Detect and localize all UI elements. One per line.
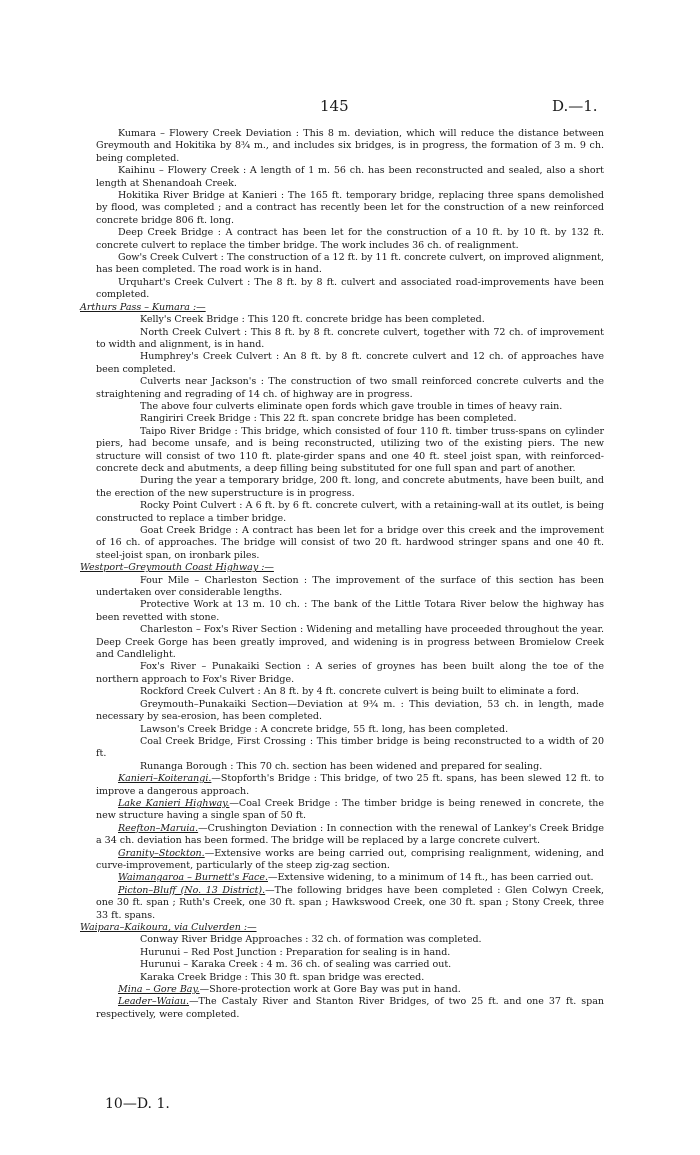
paragraph	[96, 934, 604, 946]
inline-heading: Leader–Waiau.	[118, 996, 190, 1008]
paragraph	[96, 761, 604, 773]
paragraph	[96, 277, 604, 302]
page-footer: 10—D. 1.	[105, 1096, 170, 1112]
paragraph	[96, 959, 604, 971]
paragraph	[96, 736, 604, 761]
paragraph	[96, 314, 604, 326]
paragraph-text: —The following bridges have been completed : Glen Colwyn Creek, one 30 ft. span ; Ruth's Creek, one 30 ft. span ; Hawkswood Creek, one 30 ft. span ; Stony Creek, three 33 ft. spans.	[96, 884, 604, 921]
paragraph	[96, 575, 604, 600]
paragraph-text: —Coal Creek Bridge : The timber bridge is being renewed in concrete, the new structure having a single span of 50 ft.	[96, 797, 605, 822]
paragraph	[96, 351, 604, 376]
paragraph	[96, 401, 604, 413]
paragraph-text: Waipara–Kaikoura, via Culverden :—	[80, 922, 257, 933]
paragraph	[96, 252, 604, 277]
paragraph	[96, 525, 604, 562]
paragraph	[96, 686, 604, 698]
inline-heading: Picton–Bluff (No. 13 District).	[118, 884, 266, 896]
section-heading	[80, 562, 604, 574]
paragraph-text: Kaihinu – Flowery Creek : A length of 1 m. 56 ch. has been reconstructed and sealed, also a short length at Shenandoah Creek.	[96, 165, 604, 189]
inline-heading: Waimangaroa – Burnett's Face.	[118, 872, 268, 884]
paragraph-text: Conway River Bridge Approaches : 32 ch. of formation was completed.	[140, 934, 482, 946]
paragraph-text: —Extensive works are being carried out, comprising realignment, widening, and curve-improvement, particularly of the steep zig-zag section.	[96, 847, 604, 871]
inline-heading: Reefton–Maruia.	[118, 822, 199, 834]
page-header	[0, 97, 700, 117]
paragraph	[96, 885, 604, 922]
paragraph	[96, 996, 604, 1021]
inline-heading: Mina – Gore Bay.	[118, 984, 200, 996]
paragraph	[96, 413, 604, 425]
paragraph-text: North Creek Culvert : This 8 ft. by 8 ft. concrete culvert, together with 72 ch. of improvement to width and alignment, is in hand.	[96, 326, 604, 350]
paragraph-text: —The Castaly River and Stanton River Bridges, of two 25 ft. and one 37 ft. span respectively, were completed.	[96, 996, 604, 1020]
page-number: 145	[320, 97, 349, 115]
paragraph	[96, 872, 604, 884]
paragraph-text: Four Mile – Charleston Section : The improvement of the surface of this section has been undertaken over considerable lengths.	[96, 574, 604, 599]
paragraph	[96, 475, 604, 500]
paragraph-text: During the year a temporary bridge, 200 ft. long, and concrete abutments, have been built, and the erection of the new superstructure is in progress.	[96, 475, 604, 499]
paragraph-text: Kumara – Flowery Creek Deviation : This 8 m. deviation, which will reduce the distance between Greymouth and Hokitika by 8¾ m., and includes six bridges, is in progress, the formation of 3 m. 9 ch. being completed.	[96, 128, 604, 164]
paragraph-text: Hokitika River Bridge at Kanieri : The 165 ft. temporary bridge, replacing three spans demolished by flood, was completed ; and a contract has recently been let for the construction of a new reinforced concrete bridge 806 ft. long.	[96, 190, 604, 226]
paragraph-text: —Stopforth's Bridge : This bridge, of two 25 ft. spans, has been slewed 12 ft. to improve a dangerous approach.	[96, 773, 604, 797]
paragraph	[96, 599, 604, 624]
paragraph-text: Westport–Greymouth Coast Highway :—	[80, 562, 274, 574]
paragraph	[96, 972, 604, 984]
paragraph-text: Lawson's Creek Bridge : A concrete bridge, 55 ft. long, has been completed.	[140, 723, 509, 735]
paragraph-text: Coal Creek Bridge, First Crossing : This timber bridge is being reconstructed to a width of 20 ft.	[96, 735, 604, 760]
paragraph-text: Taipo River Bridge : This bridge, which consisted of four 110 ft. timber truss-spans on cylinder piers, had become unsafe, and is being reconstructed, utilizing two of the existing piers. The new structure will consist of two 110 ft. plate-girder spans and one 40 ft. steel joist span, with reinforced-concrete deck and abutments, a deep filling being substituted for one full span and part of another.	[96, 425, 604, 474]
paragraph	[96, 426, 604, 476]
paragraph	[96, 128, 604, 165]
paragraph	[96, 848, 604, 873]
paragraph-text: Humphrey's Creek Culvert : An 8 ft. by 8 ft. concrete culvert and 12 ch. of approaches have been completed.	[96, 351, 604, 375]
paragraph-text: Hurunui – Karaka Creek : 4 m. 36 ch. of sealing was carried out.	[140, 959, 452, 971]
paragraph	[96, 724, 604, 736]
paragraph-text: Culverts near Jackson's : The construction of two small reinforced concrete culverts and the straightening and regrading of 14 ch. of highway are in progress.	[96, 376, 604, 400]
paragraph	[96, 984, 604, 996]
paragraph	[96, 227, 604, 252]
paragraph	[96, 327, 604, 352]
paragraph-text: Kelly's Creek Bridge : This 120 ft. concrete bridge has been completed.	[140, 314, 485, 326]
section-heading	[80, 922, 604, 934]
paragraph-text: —Crushington Deviation : In connection with the renewal of Lankey's Creek Bridge a 34 ch. deviation has been formed. The bridge will be replaced by a large concrete culvert.	[96, 822, 604, 847]
paragraph	[96, 376, 604, 401]
paragraph-text: Charleston – Fox's River Section : Widening and metalling have proceeded throughout the year. Deep Creek Gorge has been greatly improved, and widening is in progress between Bromielow Creek and Candlelight.	[96, 624, 604, 661]
paragraph-text: Deep Creek Bridge : A contract has been let for the construction of a 10 ft. by 10 ft. by 132 ft. concrete culvert to replace the timber bridge. The work includes 36 ch. of realignment.	[96, 227, 604, 251]
paragraph-text: Gow's Creek Culvert : The construction of a 12 ft. by 11 ft. concrete culvert, on improved alignment, has been completed. The road work is in hand.	[96, 252, 604, 276]
paragraph-text: The above four culverts eliminate open fords which gave trouble in times of heavy rain.	[140, 400, 563, 412]
paragraph-text: Hurunui – Red Post Junction : Preparation for sealing is in hand.	[140, 946, 451, 958]
paragraph-text: Fox's River – Punakaiki Section : A series of groynes has been built along the toe of the northern approach to Fox's River Bridge.	[96, 661, 604, 685]
inline-heading: Kanieri–Koiterangi.	[118, 773, 212, 785]
inline-heading: Granity–Stockton.	[118, 847, 205, 859]
paragraph-text: —Shore-protection work at Gore Bay was put in hand.	[199, 984, 461, 996]
paragraph-text: Rangiriri Creek Bridge : This 22 ft. span concrete bridge has been completed.	[140, 413, 517, 425]
paragraph	[96, 661, 604, 686]
paragraph-text: Rockford Creek Culvert : An 8 ft. by 4 ft. concrete culvert is being built to eliminate a ford.	[140, 686, 580, 698]
paragraph-text: Rocky Point Culvert : A 6 ft. by 6 ft. concrete culvert, with a retaining-wall at its outlet, is being constructed to replace a timber bridge.	[96, 500, 604, 524]
paragraph	[96, 699, 604, 724]
body-text	[80, 128, 605, 1021]
section-heading	[80, 302, 604, 314]
inline-heading: Lake Kanieri Highway.	[118, 797, 230, 809]
paragraph	[96, 165, 604, 190]
paragraph	[96, 947, 604, 959]
paragraph	[96, 798, 604, 823]
paragraph	[96, 823, 604, 848]
paragraph-text: Runanga Borough : This 70 ch. section has been widened and prepared for sealing.	[140, 760, 543, 772]
paragraph	[96, 624, 604, 661]
paragraph-text: Arthurs Pass – Kumara :—	[80, 301, 206, 313]
paragraph-text: Goat Creek Bridge : A contract has been let for a bridge over this creek and the improvement of 16 ch. of approaches. The bridge will consist of two 20 ft. hardwood stringer spans and one 40 ft. steel-joist span, on ironbark piles.	[96, 525, 604, 561]
paragraph	[96, 773, 604, 798]
document-reference: D.—1.	[552, 97, 598, 115]
paragraph-text: Greymouth–Punakaiki Section—Deviation at 9¾ m. : This deviation, 53 ch. in length, made necessary by sea-erosion, has been completed.	[96, 698, 604, 723]
paragraph-text: Protective Work at 13 m. 10 ch. : The bank of the Little Totara River below the highway has been revetted with stone.	[96, 599, 604, 623]
paragraph-text: Urquhart's Creek Culvert : The 8 ft. by 8 ft. culvert and associated road-improvements have been completed.	[96, 276, 604, 301]
paragraph-text: —Extensive widening, to a minimum of 14 ft., has been carried out.	[268, 872, 594, 884]
paragraph-text: Karaka Creek Bridge : This 30 ft. span bridge was erected.	[140, 971, 425, 983]
paragraph	[96, 500, 604, 525]
paragraph	[96, 190, 604, 227]
